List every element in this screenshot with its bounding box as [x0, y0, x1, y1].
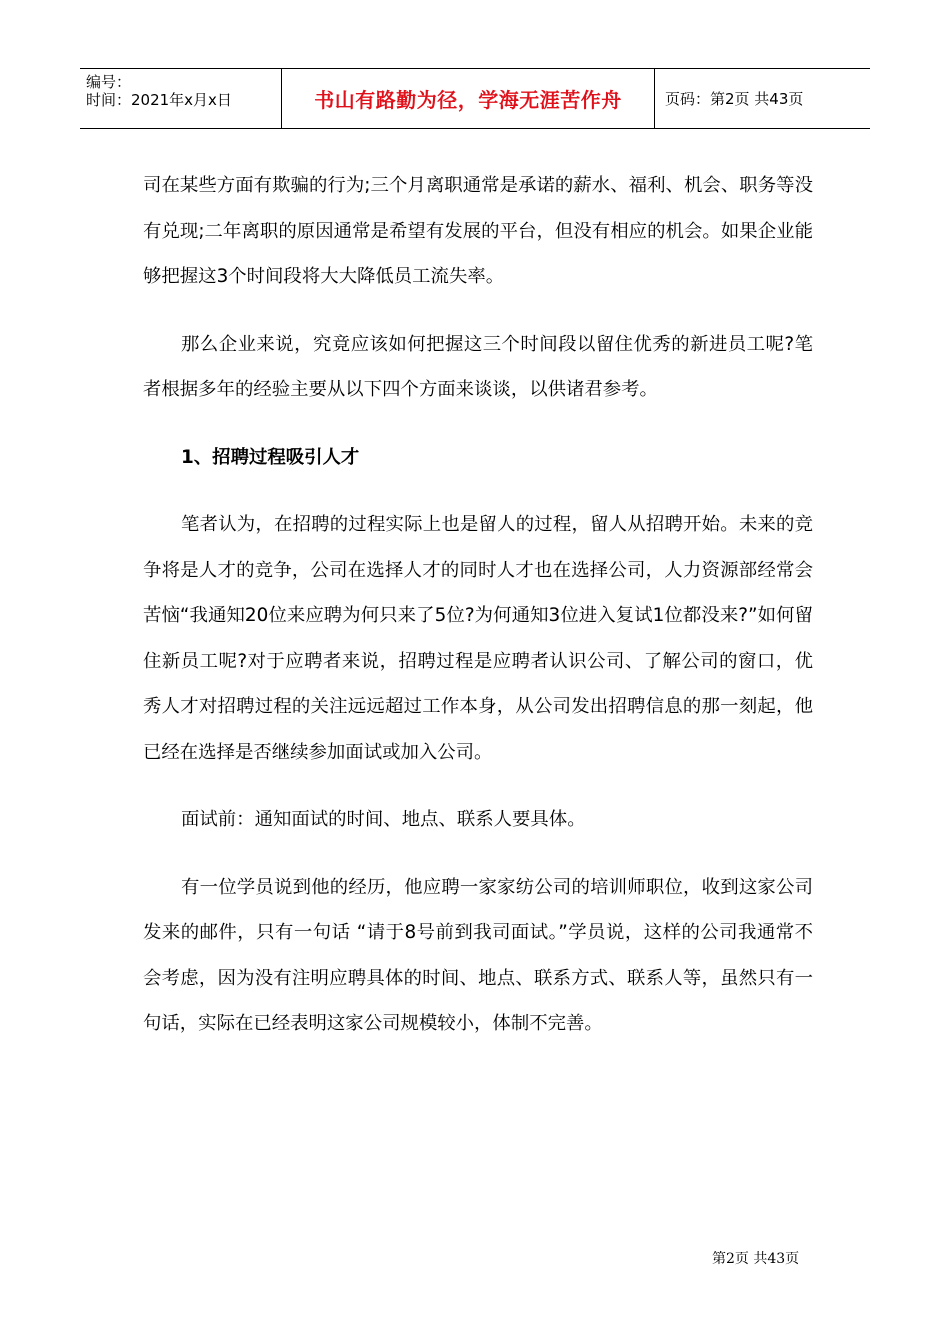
header-page-info: 页码：第2页 共43页	[665, 90, 804, 108]
header-meta	[80, 69, 282, 128]
body-paragraph-3: 笔者认为，在招聘的过程实际上也是留人的过程，留人从招聘开始。未来的竞争将是人才的竞争，公司在选择人才的同时人才也在选择公司，人力资源部经常会苦恼“我通知20位来应聘为何只来了5位?为何通知3位进入复试1位都没来?”如何留住新员工呢?对于应聘者来说，招聘过程是应聘者认识公司、了解公司的窗口，优秀人才对招聘过程的关注远远超过工作本身，从公司发出招聘信息的那一刻起，他已经在选择是否继续参加面试或加入公司。	[143, 514, 813, 763]
header-number-label: 编号：	[86, 73, 132, 91]
document-body	[143, 163, 813, 1069]
page-footer: 第2页 共43页	[712, 1251, 800, 1267]
header-time-label: 时间：2021年x月x日	[86, 91, 232, 109]
header-motto: 书山有路勤为径，学海无涯苦作舟	[282, 69, 655, 128]
body-paragraph-5: 有一位学员说到他的经历，他应聘一家家纺公司的培训师职位，收到这家公司发来的邮件，只有一句话 “请于8号前到我司面试。”学员说，这样的公司我通常不会考虑，因为没有注明应聘具体的时间、地点、联系方式、联系人等，虽然只有一句话，实际在已经表明这家公司规模较小，体制不完善。	[143, 876, 813, 1034]
body-paragraph-1: 司在某些方面有欺骗的行为;三个月离职通常是承诺的薪水、福利、机会、职务等没有兑现;二年离职的原因通常是希望有发展的平台，但没有相应的机会。如果企业能够把握这3个时间段将大大降低员工流失率。	[143, 175, 813, 287]
page-header	[80, 68, 870, 129]
body-paragraph-2: 那么企业来说，究竟应该如何把握这三个时间段以留住优秀的新进员工呢?笔者根据多年的经验主要从以下四个方面来谈谈，以供诸君参考。	[143, 333, 813, 400]
body-paragraph-4: 面试前：通知面试的时间、地点、联系人要具体。	[181, 809, 586, 830]
section-heading-1: 1、招聘过程吸引人才	[181, 446, 360, 468]
